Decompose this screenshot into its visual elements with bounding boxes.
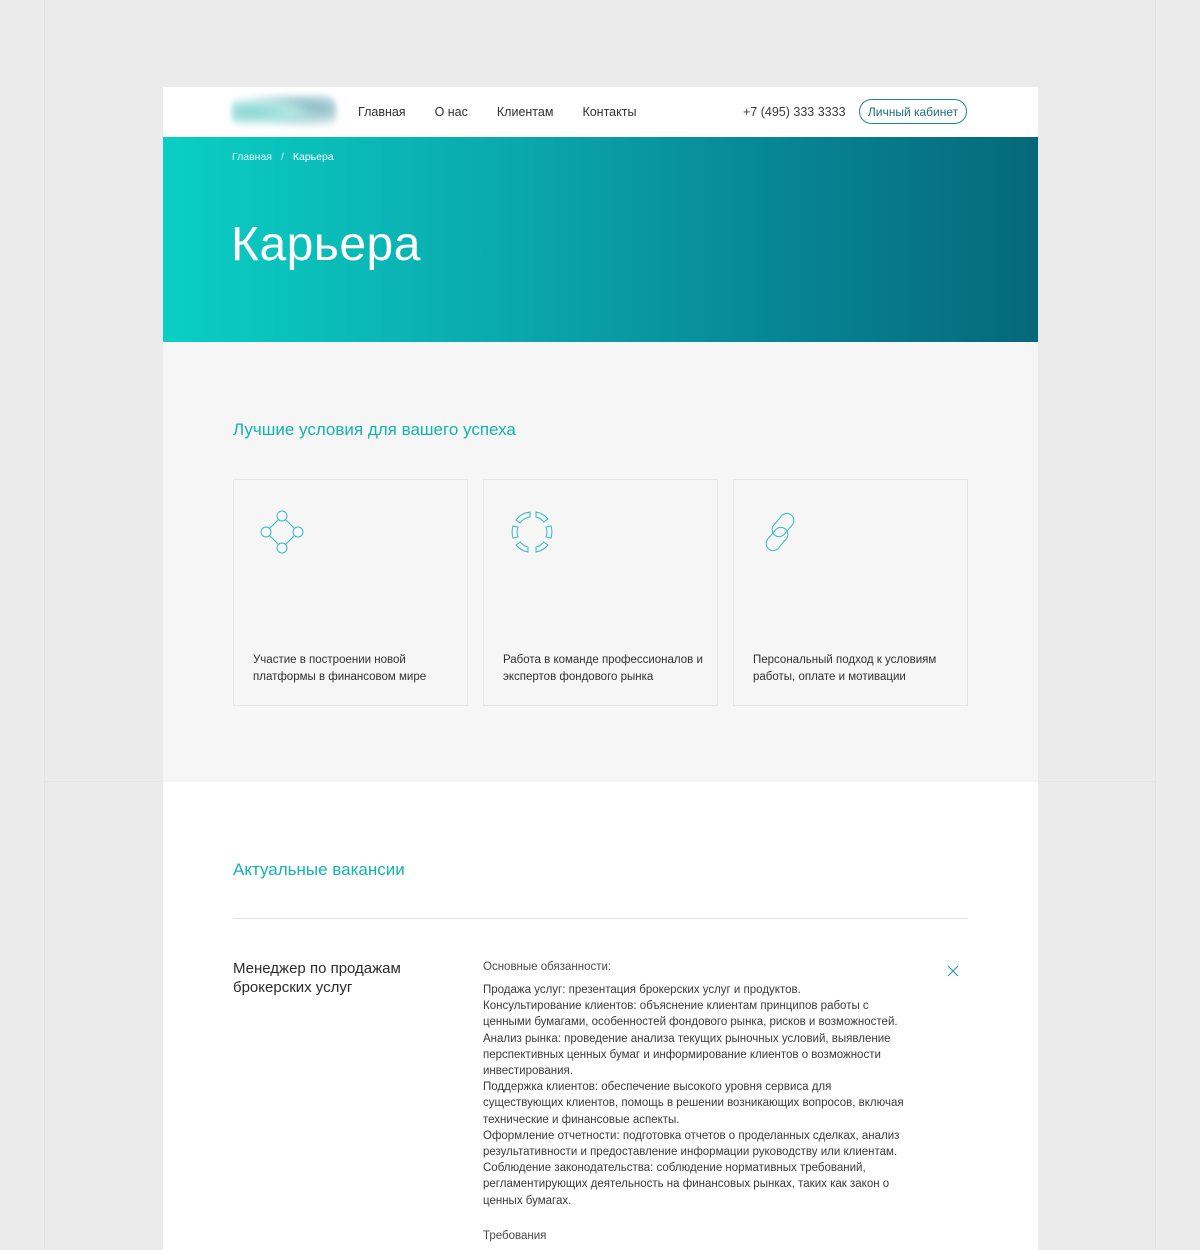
page xyxy=(163,87,1038,1250)
chain-link-icon xyxy=(758,508,806,556)
divider xyxy=(233,918,968,919)
job-duties xyxy=(483,960,933,1209)
duties-line: инвестирования. xyxy=(483,1065,573,1078)
page-title: Карьера xyxy=(231,218,421,271)
duties-line: Продажа услуг: презентация брокерских услуг и продуктов. xyxy=(483,984,801,996)
duties-line: регламентирующих деятельность на финансовых рынках, таких как закон о xyxy=(483,1178,890,1191)
duties-line: Консультирование клиентов: объяснение клиентам принципов работы с xyxy=(483,1000,869,1013)
benefit-text: Работа в команде профессионалов и экспертов фондового рынка xyxy=(503,654,703,683)
benefit-card xyxy=(483,479,718,706)
breadcrumb-separator: / xyxy=(280,151,284,163)
benefit-text: Персональный подход к условиям работы, оплате и мотивации xyxy=(753,654,937,683)
breadcrumb-home[interactable]: Главная xyxy=(232,151,272,163)
benefit-text: Участие в построении новой платформы в финансовом мире xyxy=(253,654,427,683)
duties-line: результативности и предоставление информации руководству или клиентам. xyxy=(483,1146,898,1159)
benefit-card xyxy=(733,479,968,706)
breadcrumb-current: Карьера xyxy=(292,151,334,163)
duties-line: перспективных ценных бумаг и информирование клиентов о возможности xyxy=(483,1048,881,1061)
duties-line: Анализ рынка: проведение анализа текущих рыночных условий, выявление xyxy=(483,1032,891,1045)
job-title[interactable]: Менеджер по продажам брокерских услуг xyxy=(233,960,401,996)
main-nav xyxy=(358,87,636,137)
nav-item-contacts[interactable]: Контакты xyxy=(582,105,637,119)
breadcrumb xyxy=(232,151,334,163)
hero-banner xyxy=(163,137,1038,342)
duties-line: ценными бумагами, особенностей фондового рынка, рисков и возможностей. xyxy=(483,1016,898,1029)
personal-account-button[interactable]: Личный кабинет xyxy=(859,99,967,124)
site-header xyxy=(163,87,1038,137)
guide-line xyxy=(1155,0,1156,1250)
logo-image xyxy=(232,95,336,129)
nav-item-clients[interactable]: Клиентам xyxy=(496,105,554,119)
duties-line: Поддержка клиентов: обеспечение высокого уровня сервиса для xyxy=(483,1081,832,1094)
duties-line: ценных бумагах. xyxy=(483,1194,572,1207)
phone-number[interactable]: +7 (495) 333 3333 xyxy=(743,105,846,119)
benefits-title: Лучшие условия для вашего успеха xyxy=(233,420,516,439)
close-icon[interactable] xyxy=(945,963,961,979)
guide-line xyxy=(44,0,45,1250)
dashed-circle-icon xyxy=(508,508,556,556)
duties-line: существующих клиентов, помощь в решении возникающих вопросов, включая xyxy=(483,1097,904,1110)
nav-item-about[interactable]: О нас xyxy=(434,105,468,119)
duties-line: Оформление отчетности: подготовка отчетов о проделанных сделках, анализ xyxy=(483,1129,900,1142)
duties-text xyxy=(483,982,933,1209)
requirements-label: Требования xyxy=(483,1230,547,1242)
vacancies-title: Актуальные вакансии xyxy=(233,860,405,879)
duties-line: Соблюдение законодательства: соблюдение нормативных требований, xyxy=(483,1162,866,1175)
duties-line: технические и финансовые аспекты. xyxy=(483,1113,680,1126)
network-nodes-icon xyxy=(258,508,306,556)
duties-label: Основные обязанности: xyxy=(483,961,612,973)
nav-item-home[interactable]: Главная xyxy=(358,105,406,119)
vacancies-section xyxy=(163,782,1038,1250)
benefit-card xyxy=(233,479,468,706)
logo[interactable] xyxy=(232,95,336,129)
benefits-section xyxy=(163,342,1038,782)
